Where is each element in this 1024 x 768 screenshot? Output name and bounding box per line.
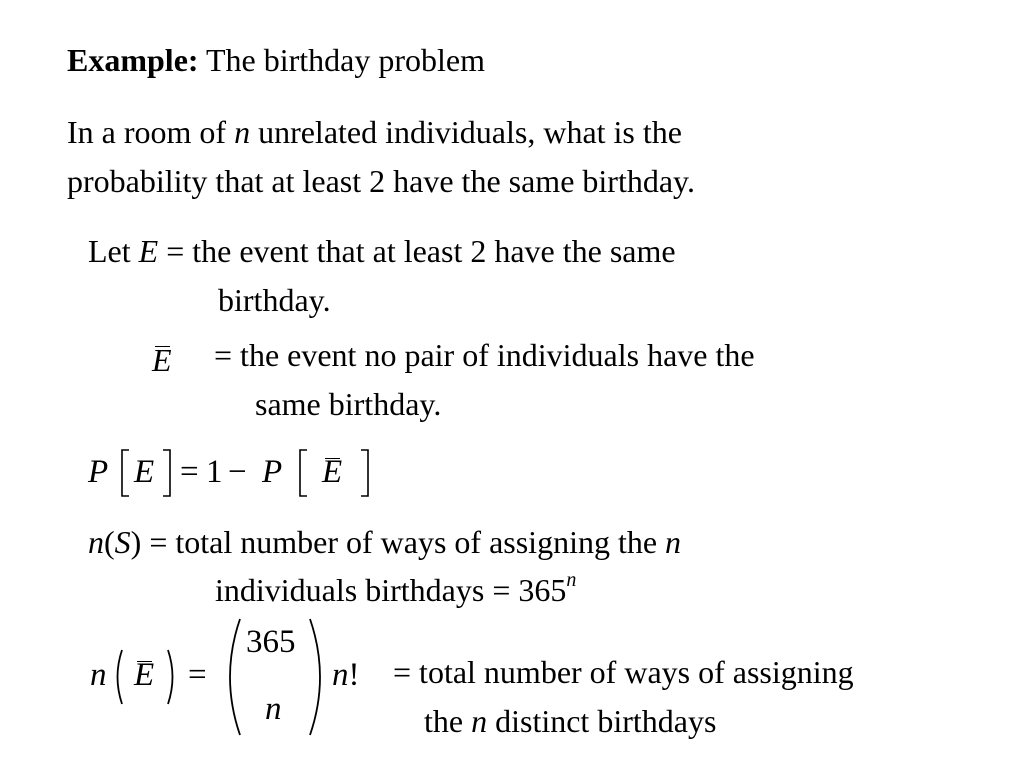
question-text-a: In a room of: [67, 114, 227, 150]
sample-space-line-1: [88, 526, 681, 558]
P-symbol: P: [262, 454, 283, 490]
question-line-1: [67, 116, 682, 148]
variable-E-complement: [152, 344, 172, 376]
complement-count-line-1: = total number of ways of assigning: [393, 654, 854, 690]
complement-definition-line-2: same birthday.: [255, 386, 442, 422]
left-paren: [110, 647, 126, 707]
complement-count-line-2: [424, 705, 716, 737]
complement-definition-line-1: = the event no pair of individuals have the: [214, 337, 755, 373]
title-text: The birthday problem: [205, 42, 485, 78]
number-one: 1: [206, 454, 223, 490]
right-paren: [164, 647, 180, 707]
left-paren: (: [104, 524, 115, 560]
variable-n: n: [332, 657, 349, 693]
binomial-bottom: n: [265, 691, 282, 727]
event-definition-line-1: [88, 235, 676, 267]
variable-E: E: [138, 233, 159, 269]
binomial-left-paren: [222, 616, 244, 738]
variable-n: n: [88, 524, 104, 560]
left-bracket: [296, 448, 310, 498]
exponent-n: n: [566, 569, 577, 591]
event-definition-line-2: birthday.: [218, 282, 331, 318]
title-label: Example:: [67, 42, 199, 78]
right-bracket: [358, 448, 372, 498]
binomial-right-paren: [306, 616, 328, 738]
E-bar: E: [322, 454, 343, 490]
question-line-2: probability that at least 2 have the same birthday.: [67, 163, 695, 199]
E-bar: E: [152, 342, 172, 378]
binomial-top: 365: [246, 624, 296, 660]
sample-space-text: = total number of ways of assigning the: [149, 524, 658, 560]
variable-E-complement: [134, 659, 154, 692]
variable-n: n: [471, 703, 488, 739]
sample-space-text-2: individuals birthdays = 365: [215, 572, 567, 608]
equals-sign: =: [166, 233, 185, 269]
minus-sign: −: [228, 454, 247, 490]
text-distinct-birthdays: distinct birthdays: [495, 703, 717, 739]
n-factorial: [332, 659, 360, 692]
equals-sign: =: [188, 657, 207, 693]
variable-E: E: [134, 454, 155, 490]
let-word: Let: [88, 233, 131, 269]
E-bar: E: [134, 657, 155, 693]
left-bracket: [118, 448, 132, 498]
sample-space-line-2: [215, 569, 577, 608]
variable-E-complement: [322, 456, 342, 489]
slide-title: [67, 44, 485, 76]
question-text-b: unrelated individuals, what is the: [258, 114, 682, 150]
variable-n: n: [90, 657, 107, 693]
variable-n: n: [665, 524, 682, 560]
P-symbol: P: [88, 454, 109, 490]
equals-sign: =: [180, 454, 199, 490]
factorial-sign: !: [348, 657, 360, 693]
variable-S: S: [114, 524, 131, 560]
right-bracket: [160, 448, 174, 498]
event-definition-text: the event that at least 2 have the same: [192, 233, 676, 269]
variable-n: n: [234, 114, 251, 150]
right-paren: ): [130, 524, 142, 560]
text-the: the: [424, 703, 464, 739]
